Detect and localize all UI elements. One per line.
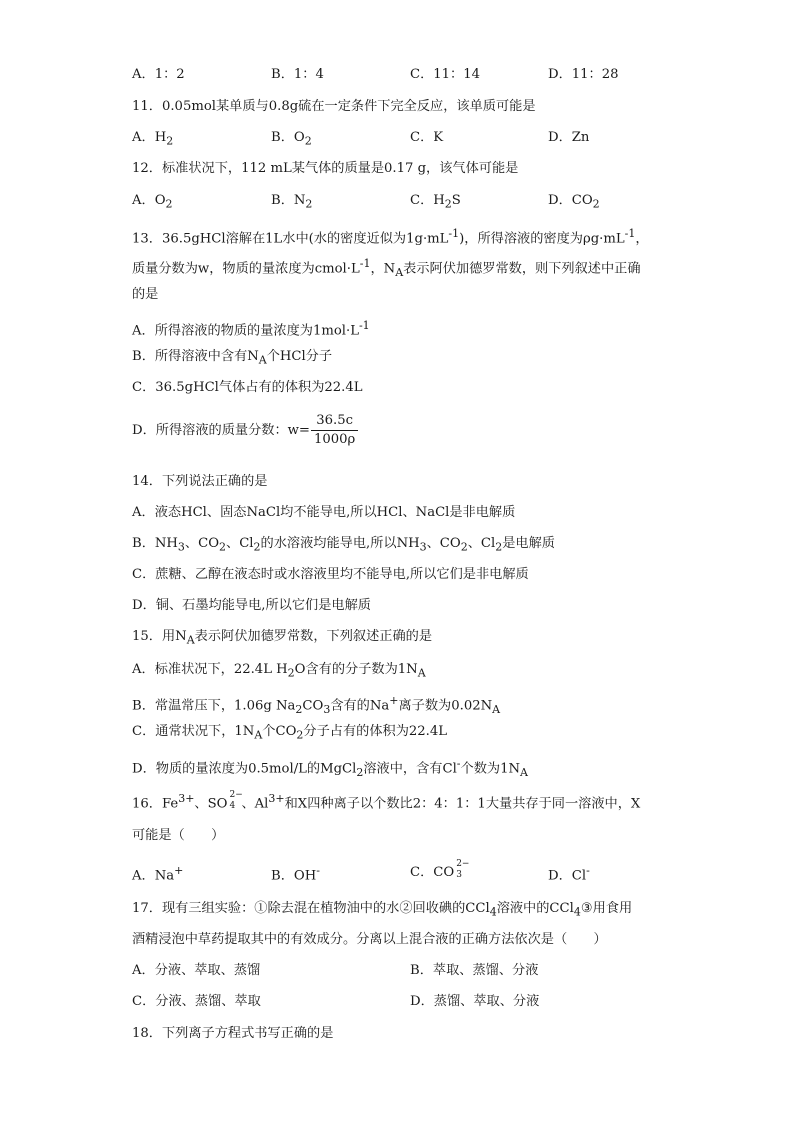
q15-option-b[interactable]: B．常温常压下，1.06g $Na_2CO_3$含有的Na+离子数为$0.02N_A$ xyxy=(132,694,501,717)
q10-option-d[interactable]: D．11：28 xyxy=(548,67,619,82)
q17-option-d[interactable]: D．蒸馏、萃取、分液 xyxy=(410,994,540,1009)
q13-option-a[interactable]: A．所得溶液的物质的量浓度为$1mol\cdot L^{-1}$ xyxy=(132,319,370,339)
q14-option-d[interactable]: D．铜、石墨均能导电,所以它们是电解质 xyxy=(132,598,371,613)
q15-option-d[interactable]: D．物质的量浓度为0.5mol/L的MgCl$_2$溶液中，含有Cl-个数为$1N_A$ xyxy=(132,757,528,780)
q16-option-b[interactable]: B．OH- xyxy=(271,864,320,884)
q15-stem: 15．用$N_A$表示阿伏加德罗常数，下列叙述正确的是 xyxy=(132,629,433,647)
q12-option-b[interactable]: B．$N_2$ xyxy=(271,193,313,211)
q17-option-a[interactable]: A．分液、萃取、蒸馏 xyxy=(132,963,261,978)
q16-option-c[interactable]: C．CO 2− 3 xyxy=(410,859,470,880)
q11-option-b[interactable]: B．$O_2$ xyxy=(271,130,312,148)
q14-stem: 14．下列说法正确的是 xyxy=(132,474,268,489)
q11-option-a[interactable]: A．$H_2$ xyxy=(132,130,174,148)
q14-option-b[interactable]: B．$NH_3$、$CO_2$、$Cl_2$的水溶液均能导电,所以$NH_3$、$CO_2$、$Cl_2$是电解质 xyxy=(132,536,555,554)
q13-option-b[interactable]: B．所得溶液中含有$N_A$个HCl分子 xyxy=(132,349,333,367)
carbonate-charge: 2− 3 xyxy=(456,859,470,880)
q17-option-c[interactable]: C．分液、蒸馏、萃取 xyxy=(132,994,261,1009)
q10-option-b[interactable]: B．1：4 xyxy=(271,67,324,82)
q16-option-d[interactable]: D．Cl- xyxy=(548,864,590,884)
fraction: $\frac{36.5c}{1000\rho}$ xyxy=(311,413,358,448)
q13-option-c[interactable]: C．36.5gHCl气体占有的体积为22.4L xyxy=(132,380,363,395)
q12-option-c[interactable]: C．$H_2S$ xyxy=(410,193,461,211)
q16-stem-line2: 可能是（ ） xyxy=(132,828,225,843)
q11-option-d[interactable]: D．Zn xyxy=(548,130,590,145)
q17-stem-line1: 17．现有三组实验：①除去混在植物油中的水②回收碘的CCl$_4$溶液中的CCl$_4$③用食用 xyxy=(132,901,633,919)
q12-option-a[interactable]: A．$O_2$ xyxy=(132,193,173,211)
q13-stem-line1: 13．36.5gHCl溶解在1L水中(水的密度近似为$1g\cdot mL^{-1}$)，所得溶液的密度为$\rho g\cdot mL^{-1}$， xyxy=(132,227,649,247)
q14-option-c[interactable]: C．蔗糖、乙醇在液态时或水溶液里均不能导电,所以它们是非电解质 xyxy=(132,567,529,582)
q14-option-a[interactable]: A．液态HCl、固态NaCl均不能导电,所以HCl、NaCl是非电解质 xyxy=(132,505,516,520)
q11-option-c[interactable]: C．K xyxy=(410,130,444,145)
q17-stem-line2: 酒精浸泡中草药提取其中的有效成分。分离以上混合液的正确方法依次是（ ） xyxy=(132,932,607,947)
q11-stem: 11．0.05mol某单质与0.8g硫在一定条件下完全反应，该单质可能是 xyxy=(132,99,536,114)
q16-option-a[interactable]: A．Na+ xyxy=(132,864,184,884)
q16-stem-line1: 16．$Fe^{3+}$、SO 2− 4 、$Al^{3+}$和X四种离子以个数比2：4：1：1大量共存于同一溶液中，X xyxy=(132,790,641,812)
q12-stem: 12．标准状况下，112 mL某气体的质量是0.17 g，该气体可能是 xyxy=(132,161,519,176)
q10-option-a[interactable]: A．1：2 xyxy=(132,67,185,82)
q13-option-d[interactable]: D．所得溶液的质量分数：w= $\frac{36.5c}{1000\rho}$ xyxy=(132,413,358,448)
q13-stem-line2: 质量分数为w，物质的量浓度为$cmol\cdot L^{-1}$，$N_A$表示阿伏加德罗常数，则下列叙述中正确 xyxy=(132,257,641,280)
q17-option-b[interactable]: B．萃取、蒸馏、分液 xyxy=(410,963,539,978)
sulfate-charge: 2− 4 xyxy=(229,790,243,812)
q15-option-a[interactable]: A．标准状况下，22.4L $H_2O$含有的分子数为$1N_A$ xyxy=(132,662,426,680)
q12-option-d[interactable]: D．$CO_2$ xyxy=(548,193,600,211)
q18-stem: 18．下列离子方程式书写正确的是 xyxy=(132,1026,334,1041)
q15-option-c[interactable]: C．通常状况下，$1N_A$个$CO_2$分子占有的体积为22.4L xyxy=(132,724,448,742)
q13-stem-line3: 的是 xyxy=(132,287,159,302)
q10-option-c[interactable]: C．11：14 xyxy=(410,67,481,82)
